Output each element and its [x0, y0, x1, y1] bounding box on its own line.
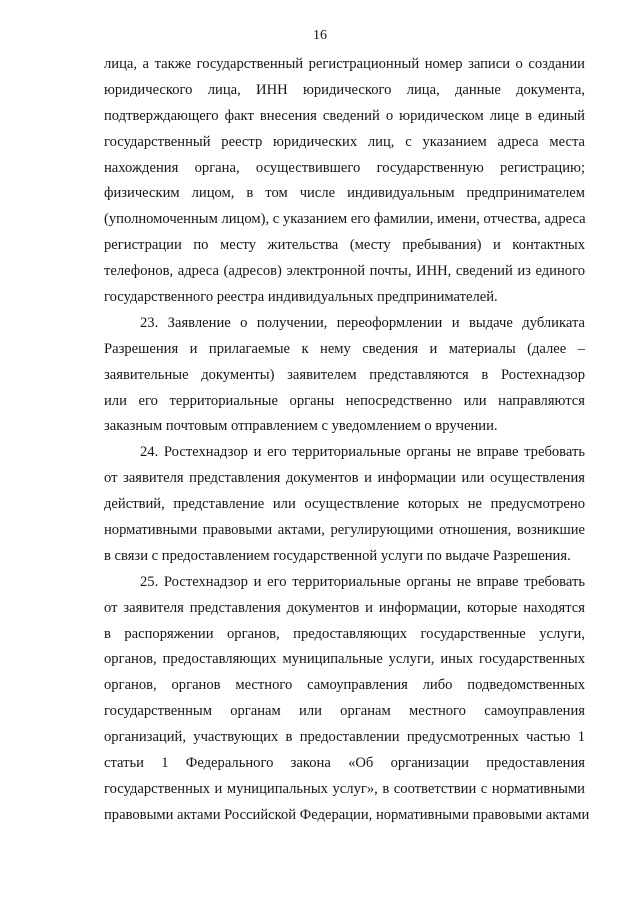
text-line: телефонов, адреса (адресов) электронной почты, ИНН, сведений из единого [104, 263, 585, 280]
text-line: органов, органов местного самоуправления либо подведомственных [104, 677, 585, 694]
text-line: действий, представление или осуществление которых не предусмотрено [104, 496, 585, 513]
text-line: лица, а также государственный регистрационный номер записи о создании [104, 56, 585, 72]
text-line: от заявителя представления документов и информации, которые находятся [104, 599, 585, 616]
page-number: 16 [313, 28, 327, 43]
text-line: заявительные документы) заявителем представляются в Ростехнадзор [104, 366, 585, 383]
text-line: от заявителя представления документов и информации или осуществления [104, 470, 585, 487]
paragraph-continuation [104, 52, 585, 311]
text-line: государственным органам или органам местного самоуправления [104, 703, 585, 720]
text-line: 25. Ростехнадзор и его территориальные органы не вправе требовать [140, 573, 585, 590]
document-body [104, 52, 590, 829]
text-line: органов, предоставляющих муниципальные услуги, иных государственных [104, 651, 585, 668]
text-line: подтверждающего факт внесения сведений о юридическом лице в единый [104, 107, 585, 124]
paragraph-23 [104, 311, 585, 440]
text-line: в связи с предоставлением государственной услуги по выдаче Разрешения. [104, 547, 571, 564]
paragraph-25 [104, 570, 590, 829]
text-line: юридического лица, ИНН юридического лица, данные документа, [104, 81, 585, 98]
paragraph-24 [104, 440, 585, 569]
text-line: Разрешения и прилагаемые к нему сведения и материалы (далее – [104, 340, 585, 357]
text-line: нормативными правовыми актами, регулирующими отношения, возникшие [104, 522, 585, 539]
text-line: 23. Заявление о получении, переоформлении и выдаче дубликата [140, 314, 585, 331]
text-line: правовыми актами Российской Федерации, нормативными правовыми актами [104, 806, 590, 823]
text-line: 24. Ростехнадзор и его территориальные органы не вправе требовать [140, 444, 585, 461]
text-line: организаций, участвующих в предоставлении предусмотренных частью 1 [104, 729, 585, 746]
text-line: государственный реестр юридических лиц, с указанием адреса места [104, 133, 585, 150]
text-line: нахождения органа, осуществившего государственную регистрацию; [104, 159, 585, 176]
text-line: (уполномоченным лицом), с указанием его фамилии, имени, отчества, адреса [104, 211, 586, 228]
text-line: физическим лицом, в том числе индивидуальным предпринимателем [104, 185, 585, 202]
text-line: государственных и муниципальных услуг», в соответствии с нормативными [104, 780, 585, 797]
text-line: регистрации по месту жительства (месту пребывания) и контактных [104, 237, 585, 254]
text-line: заказным почтовым отправлением с уведомлением о вручении. [104, 418, 498, 435]
text-line: государственного реестра индивидуальных предпринимателей. [104, 289, 498, 306]
text-line: статьи 1 Федерального закона «Об организации предоставления [104, 755, 585, 772]
text-line: или его территориальные органы непосредственно или направляются [104, 392, 585, 409]
text-line: в распоряжении органов, предоставляющих государственные услуги, [104, 625, 585, 642]
